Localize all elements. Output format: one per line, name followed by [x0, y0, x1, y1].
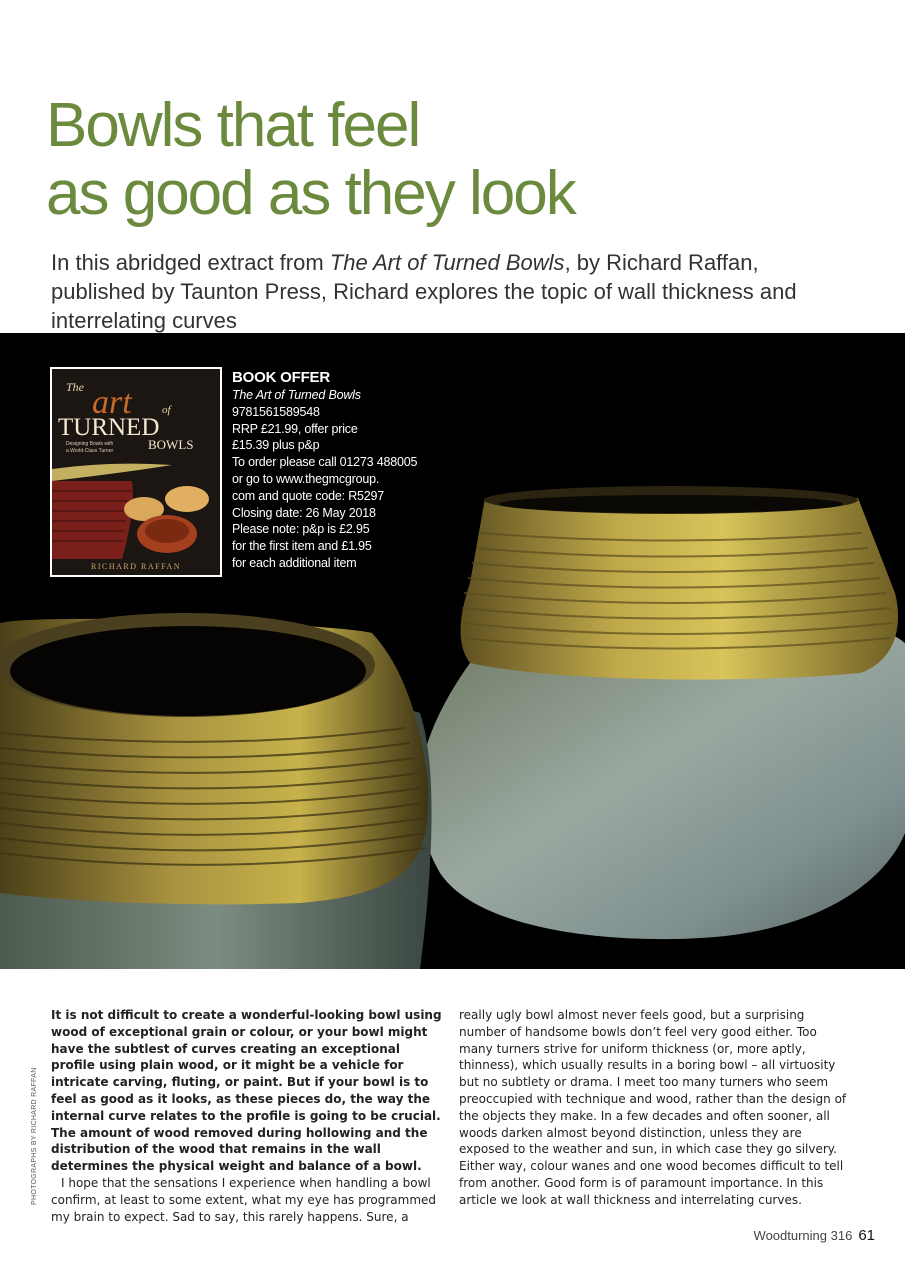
book-offer-line: To order please call 01273 488005: [232, 455, 418, 470]
cover-bowls: BOWLS: [148, 437, 194, 452]
book-offer: [232, 369, 462, 572]
book-offer-line: 9781561589548: [232, 404, 320, 419]
intro-paragraph: It is not difficult to create a wonderful-looking bowl using wood of exceptional grain or colour, or your bowl might have the subtlest of curves creating an exceptional profile using plain wood, or it might be a vehicle for intricate carving, fluting, or paint. But if your bowl is to feel as good as it looks, as these pieces do, the way the internal curve relates to the profile is going to be crucial. The amount of wood removed during hollowing and the distribution of the wood that remains in the wall determines the physical weight and balance of a bowl.: [51, 1008, 442, 1174]
book-offer-line: Closing date: 26 May 2018: [232, 505, 376, 520]
body-paragraph: I hope that the sensations I experience when handling a bowl confirm, at least to some extent, what my eye has programmed my brain to expect. Sad to say, this rarely happens. Sure, a: [51, 1175, 437, 1224]
book-offer-line: Please note: p&p is £2.95: [232, 522, 370, 537]
book-offer-title: The Art of Turned Bowls: [232, 388, 361, 402]
book-cover-art: [52, 369, 220, 575]
book-offer-line: £15.39 plus p&p: [232, 438, 320, 453]
cover-subtitle-2: a World-Class Turner: [66, 448, 114, 454]
book-offer-line: com and quote code: R5297: [232, 488, 385, 503]
standfirst-book-title: The Art of Turned Bowls: [329, 250, 565, 275]
book-offer-line: for each additional item: [232, 555, 357, 570]
book-offer-line: for the first item and £1.95: [232, 539, 372, 554]
cover-of: of: [162, 404, 171, 416]
cover-art: art: [92, 384, 132, 421]
headline-line-1: Bowls that feel: [46, 91, 420, 160]
cover-turned: TURNED: [58, 414, 160, 441]
cover-subtitle-1: Designing Bowls with: [66, 441, 114, 447]
standfirst: [51, 248, 851, 335]
cover-author: RICHARD RAFFAN: [91, 562, 181, 571]
book-offer-heading: BOOK OFFER: [232, 369, 330, 386]
cover-the: The: [66, 380, 84, 394]
book-offer-line: or go to www.thegmcgroup.: [232, 471, 380, 486]
standfirst-before: In this abridged extract from: [51, 250, 330, 275]
book-cover: [50, 367, 222, 577]
body-column-2: [459, 1007, 851, 1209]
headline: [46, 92, 575, 228]
page-number: 61: [858, 1227, 875, 1244]
standfirst-after: , by Richard Raffan, published by Taunton Press, Richard explores the topic of wall thickness and interrelating curves: [51, 250, 797, 333]
book-offer-line: RRP £21.99, offer price: [232, 421, 358, 436]
headline-line-2: as good as they look: [46, 159, 575, 228]
photo-credit: PHOTOGRAPHS BY RICHARD RAFFAN: [31, 1067, 38, 1205]
body-paragraph: really ugly bowl almost never feels good, but a surprising number of handsome bowls don’t feel very good either. Too many turners strive for uniform thickness (or, more aptly, thinness), which usually results in a boring bowl – all virtuosity but no subtlety or drama. I meet too many turners who seem preoccupied with technique and wood, rather than the design of the objects they make. In a few decades and often sooner, all woods darken almost beyond distinction, unless they are exposed to the weather and sun, in which case they go silvery. Either way, colour wanes and one wood becomes difficult to tell from another. Good form is of paramount importance. In this article we look at wall thickness and interrelating curves.: [459, 1008, 847, 1207]
page-footer: [754, 1227, 875, 1244]
body-column-1: [51, 1007, 443, 1225]
magazine-issue: Woodturning 316: [753, 1228, 853, 1243]
